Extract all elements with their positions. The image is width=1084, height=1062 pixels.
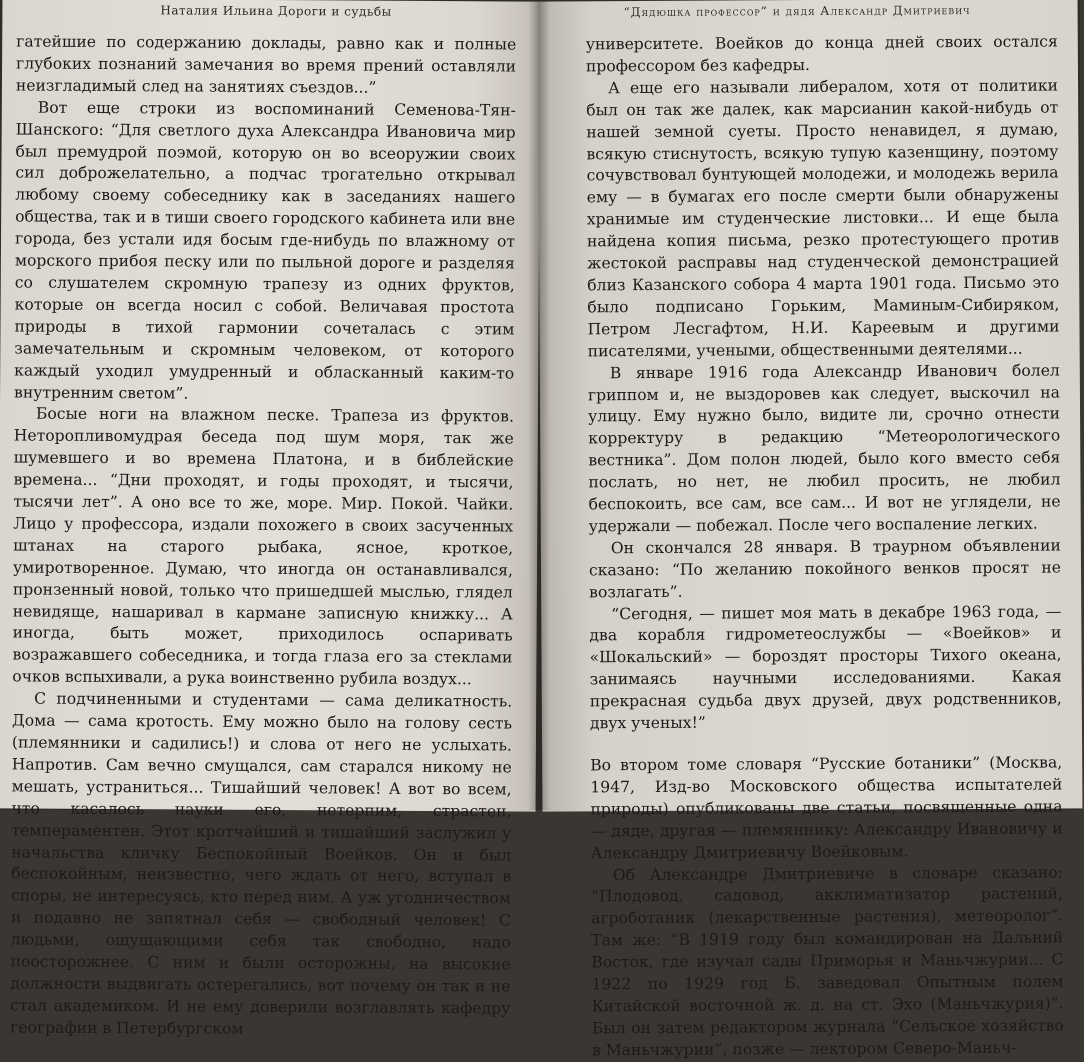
left-paragraph-1: гатейшие по содержанию доклады, равно как и полные глубоких познаний замечания во время прений оставляли неизгладимый след на занятиях съездов...” — [15, 32, 517, 97]
left-page-text — [10, 31, 516, 1042]
left-paragraph-4: С подчиненными и студентами — сама деликатность. Дома — сама кротость. Ему можно было на голову сесть (племянники и садились!) и слова от него не услыхать. Напротив. Сам вечно смущался, сам старался никому не мешать, устраниться... Тишайший человек! А вот во всем, что касалось науки его, нетерпим, страстен, темпераментен. Этот кротчайший и тишайший заслужил у начальства кличку Беспокойный Воейков. Он и был беспокойным, неизвестно, чего ждать от него, вступал в споры, не интересуясь, кто перед ним. А уж угодничеством и подавно не запятнал себя — свободный человек! С людьми, ощущающими себя так свободно, надо поосторожнее. С ним и были осторожны, на высокие должности выдвигать остерегались, вот почему он так и не стал академиком. И не ему доверили возглавлять кафедру географии в Петербургском — [10, 689, 513, 1038]
right-paragraph-6: Во втором томе словаря “Русские ботаники” (Москва, 1947, Изд-во Московского общества испытателей природы) опубликованы две статьи, посвященные одна — дяде, другая — племяннику: Александру Ивановичу и Александру Дмитриевичу Воейковым. — [590, 753, 1063, 862]
right-paragraph-4: Он скончался 28 января. В траурном объявлении сказано: “По желанию покойного венков просят не возлагать”. — [588, 536, 1062, 602]
book-gutter — [528, 0, 550, 810]
right-paragraph-1: университете. Воейков до конца дней своих остался профессором без кафедры. — [585, 32, 1058, 76]
left-page — [0, 0, 540, 1038]
left-paragraph-2: Вот еще строки из воспоминаний Семенова-Тян-Шанского: “Для светлого духа Александра Ивановича мир был премудрой поэмой, которую он во всеоружии своих сил доброжелательно, а подчас трогательно открывал любому своему собеседнику как в заседаниях нашего общества, так и в тиши своего городского кабинета или вне города, без устали идя босым где-нибудь по влажному от морского прибоя песку или по пыльной дороге и разделяя со слушателем скромную трапезу из одних фруктов, которые он всегда носил с собой. Величавая простота природы в тихой гармонии сочеталась с этим замечательным и скромным человеком, от которого каждый уходил умудренный и обласканный каким-то внутренним светом”. — [14, 98, 516, 403]
right-page — [538, 0, 1083, 1060]
right-paragraph-2: А еще его называли либералом, хотя от политики был он так же далек, как марсианин какой-нибудь от нашей земной суеты. Просто ненавидел, я думаю, всякую стиснутость, всякую тупую казенщину, поэтому сочувствовал бунтующей молодежи, и молодежь верила ему — в бумагах его после смерти были обнаружены хранимые им студенческие листовки... И еще была найдена копия письма, резко протестующего против жестокой расправы над студенческой демонстрацией близ Казанского собора 4 марта 1901 года. Письмо это было подписано Горьким, Маминым-Сибиряком, Петром Лесгафтом, Н.И. Кареевым и другими писателями, учеными, общественными деятелями... — [586, 76, 1060, 361]
right-paragraph-5: “Сегодня, — пишет моя мать в декабре 1963 года, — два корабля гидрометеослужбы — «Воейков» и «Шокальский» — бороздят просторы Тихого океана, занимаясь научными исследованиями. Какая прекрасная судьба двух друзей, двух родственников, двух ученых!” — [589, 602, 1062, 733]
left-running-head: Наталия Ильина Дороги и судьбы — [160, 3, 392, 19]
right-paragraph-7: Об Александре Дмитриевиче в словаре сказано: “Плодовод, садовод, акклиматизатор растений, агроботаник (лекарственные растения), метеоролог”. Там же: “В 1919 году был командирован на Дальний Восток, где изучал сады Приморья и Маньчжурии... С 1922 по 1929 год Б. заведовал Опытным полем Китайской восточной ж. д. на ст. Эхо (Маньчжурия)”. Был он затем редактором журнала “Сельское хозяйство в Маньчжурии”, позже — лектором Северо-Маньч- — [590, 862, 1064, 1060]
right-running-head: “Дядюшка профессор” и дядя Александр Дмитриевич — [623, 3, 971, 20]
left-paragraph-3: Босые ноги на влажном песке. Трапеза из фруктов. Неторопливомудрая беседа под шум моря, так же шумевшего и во времена Платона, и в библейские времена... “Дни проходят, и годы проходят, и тысячи, тысячи лет”. А оно все то же, море. Мир. Покой. Чайки. Лицо у профессора, издали похожего в своих засученных штанах на старого рыбака, ясное, кроткое, умиротворенное. Думаю, что иногда он останавливался, пронзенный новой, только что пришедшей мыслью, глядел невидяще, нашаривал в кармане записную книжку... А иногда, быть может, приходилось оспаривать возражавшего собеседника, и тогда глаза его за стеклами очков вспыхивали, а рука воинственно рубила воздух... — [12, 404, 514, 689]
right-page-text — [586, 31, 1064, 1062]
right-paragraph-3: В январе 1916 года Александр Иванович болел гриппом и, не выздоровев как следует, выскочил на улицу. Ему нужно было, видите ли, срочно отнести корректуру в редакцию “Метеорологического вестника”. Дом полон людей, было кого вместо себя послать, но нет, не любил просить, не любил беспокоить, все сам, все сам... И вот не углядели, не удержали — побежал. После чего воспаление легких. — [587, 361, 1061, 536]
